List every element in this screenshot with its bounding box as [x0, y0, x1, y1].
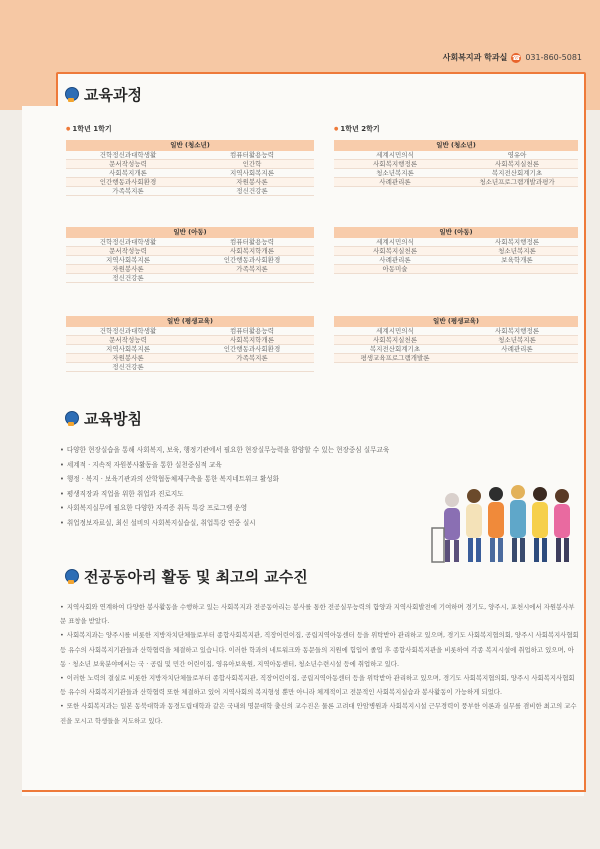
table-row	[334, 354, 578, 363]
table-cell: 문서작성능력	[109, 247, 147, 255]
dept-phone: 031-860-5081	[525, 53, 582, 62]
table-cell: 인간행동과사회환경	[223, 256, 281, 264]
list-item: • 또한 사회복지과는 일본 동북대학과 동경도립대학과 같은 국내외 명문대학 출신의 교수진은 물론 고려대 안암병원과 사회복지시설 근무경력이 풍부한 이론과 실무를 겸비한 최고의 교수진을 모시고 학생들을 지도하고 있다.	[60, 702, 577, 725]
table-row	[334, 256, 578, 265]
table-cell: 사회복지실천론	[373, 247, 417, 255]
table-cell: 사회복지실천론	[373, 336, 417, 344]
table-cell: 지역사회복지론	[230, 169, 274, 177]
table-row	[66, 238, 314, 247]
volunteers-illustration	[430, 478, 580, 578]
table-cell: 정신건강론	[112, 274, 144, 282]
table-row	[334, 178, 578, 187]
person-volunteer-3	[532, 487, 548, 562]
table-row	[66, 274, 314, 283]
table-cell: 가족복지론	[236, 265, 268, 273]
bottom-rule	[22, 790, 586, 792]
table-row	[334, 169, 578, 178]
table-cell: 영유아	[507, 151, 527, 159]
table-row	[66, 178, 314, 187]
table-cell: 복지전산회계기초	[491, 169, 543, 177]
table-cell: 사회복지개론	[109, 169, 147, 177]
phone-icon: ☎	[511, 53, 521, 62]
table-cell: 인간학	[242, 160, 262, 168]
table-cell: 사회복지실천론	[495, 160, 539, 168]
table-cell: 지역사회복지론	[106, 256, 150, 264]
paragraph-text: 이러한 노력의 결실로 비롯한 지방자치단체들로부터 종합사회복지관, 직장어린이집, 공립지역아동센터 등을 위탁받아 관리하고 있으며, 경기도 사회복지협의회, 양주시 사회복지사협회 등 유수의 사회복지기관들과 산학협력 또한 체결하고 있어 지역사회의 복지형성 뿐만 아니라 체계적이고 전문적인 사회복지실습과 봉사활동이 가능하게 되었다.	[60, 674, 575, 697]
table-cell: 세계시민의식	[376, 327, 414, 335]
paragraph-text: 또한 사회복지과는 일본 동북대학과 동경도립대학과 같은 국내외 명문대학 출신의 교수진은 물론 고려대 안암병원과 사회복지시설 근무경력이 풍부한 이론과 실무를 겸비한 최고의 교수진을 모시고 학생들을 지도하고 있다.	[60, 702, 577, 725]
person-volunteer-4	[554, 489, 570, 562]
club-paragraphs	[60, 600, 580, 728]
table-s1-youth	[66, 140, 314, 196]
person-volunteer-1	[488, 487, 504, 562]
table-title: 일반 (청소년)	[334, 140, 578, 151]
table-cell: 청소년복지론	[498, 336, 536, 344]
list-item: • 행정 · 복지 · 보육기관과의 산학협동체제구축을 통한 복지네트워크 활성화	[60, 472, 389, 487]
dept-contact	[443, 52, 582, 63]
list-item: • 취업정보자료실, 최신 설비의 사회복지실습실, 취업특강 연중 실시	[60, 516, 389, 531]
table-cell: 사회복지행정론	[495, 238, 539, 246]
table-cell: 가족복지론	[236, 354, 268, 362]
table-title: 일반 (평생교육)	[334, 316, 578, 327]
policy-heading	[64, 408, 142, 429]
table-cell: 사례관리론	[501, 345, 533, 353]
table-cell: 사회복지행정론	[495, 327, 539, 335]
table-cell: 사례관리론	[379, 178, 411, 186]
club-heading	[64, 566, 308, 587]
table-row	[66, 151, 314, 160]
table-cell: 지역사회복지론	[106, 345, 150, 353]
table-cell: 사회복지행정론	[373, 160, 417, 168]
club-title: 전공동아리 활동 및 최고의 교수진	[84, 568, 308, 586]
table-cell: 컴퓨터활용능력	[230, 327, 274, 335]
semester-1-label: ● 1학년 1학기	[66, 124, 112, 134]
table-cell: 가족복지론	[112, 187, 144, 195]
table-row	[66, 363, 314, 372]
curriculum-title: 교육과정	[84, 86, 142, 104]
table-row	[66, 265, 314, 274]
table-cell: 컴퓨터활용능력	[230, 151, 274, 159]
table-title: 일반 (청소년)	[66, 140, 314, 151]
list-item: • 다양한 현장실습을 통해 사회복지, 보육, 행정기관에서 필요한 현장실무능력을 함양할 수 있는 현장중심 실무교육	[60, 443, 389, 458]
list-item: • 지역사회와 연계하여 다양한 봉사활동을 수행하고 있는 사회복지과 전공동아리는 봉사를 통한 전공실무능력의 함양과 지역사회발전에 기여하며 경기도, 양주시, 포천시에서 자원봉사부문 표창을 받았다.	[60, 603, 575, 626]
table-row	[66, 354, 314, 363]
table-cell	[456, 265, 578, 273]
table-cell: 청소년복지론	[498, 247, 536, 255]
table-cell: 정신건강론	[236, 187, 268, 195]
table-cell: 문서작성능력	[109, 336, 147, 344]
table-cell: 세계시민의식	[376, 238, 414, 246]
table-cell: 청소년복지론	[376, 169, 414, 177]
table-row	[334, 327, 578, 336]
table-cell: 아동미술	[382, 265, 408, 273]
paragraph-text: 지역사회와 연계하여 다양한 봉사활동을 수행하고 있는 사회복지과 전공동아리는 봉사를 통한 전공실무능력의 함양과 지역사회발전에 기여하며 경기도, 양주시, 포천시에서 자원봉사부문 표창을 받았다.	[60, 603, 575, 626]
table-row	[66, 327, 314, 336]
lightbulb-icon	[64, 87, 78, 103]
table-cell: 문서작성능력	[109, 160, 147, 168]
table-s1-lifelong	[66, 316, 314, 372]
table-row	[66, 160, 314, 169]
table-s2-child	[334, 227, 578, 274]
table-cell: 컴퓨터활용능력	[230, 238, 274, 246]
table-cell: 사회복지학개론	[230, 247, 274, 255]
paragraph-text: 사회복지과는 양주시를 비롯한 지방자치단체들로부터 종합사회복지관, 직장어린이집, 공립지역아동센터 등을 위탁받아 관리하고 있으며, 경기도 사회복지협의회, 양주시 사회복지사협회 등 유수의 사회복지기관들과 산학협력을 체결하고 있습니다. 이러한 학과의 네트워크와 동문들의 지원에 힘입어 졸업 후 종합사회복지관을 비롯하여 각종 복지시설에 취업하고 있으며, 아동 · 청소년 보육분야에서는 국 · 공립 및 민간 어린이집, 영유아보육원, 지역아동센터, 청소년수련시설 등에 취업하고 있다.	[60, 631, 579, 668]
table-cell: 보육학개론	[501, 256, 533, 264]
table-title: 일반 (평생교육)	[66, 316, 314, 327]
table-row	[334, 151, 578, 160]
table-s1-child	[66, 227, 314, 283]
list-item: • 세계적 · 지속적 자원봉사활동을 통한 실천중심적 교육	[60, 458, 389, 473]
table-cell: 자원봉사론	[112, 265, 144, 273]
table-cell: 세계시민의식	[376, 151, 414, 159]
person-helper	[466, 489, 482, 562]
list-item: • 사회복지과는 양주시를 비롯한 지방자치단체들로부터 종합사회복지관, 직장어린이집, 공립지역아동센터 등을 위탁받아 관리하고 있으며, 경기도 사회복지협의회, 양주시 사회복지사협회 등 유수의 사회복지기관들과 산학협력을 체결하고 있습니다. 이러한 학과의 네트워크와 동문들의 지원에 힘입어 졸업 후 종합사회복지관을 비롯하여 각종 복지시설에 취업하고 있으며, 아동 · 청소년 보육분야에서는 국 · 공립 및 민간 어린이집, 영유아보육원, 지역아동센터, 청소년수련시설 등에 취업하고 있다.	[60, 631, 579, 668]
table-s2-lifelong	[334, 316, 578, 363]
table-row	[66, 345, 314, 354]
table-cell: 복지전산회계기초	[369, 345, 421, 353]
table-title: 일반 (아동)	[334, 227, 578, 238]
table-cell: 자원봉사론	[112, 354, 144, 362]
table-cell	[190, 274, 314, 282]
table-s2-youth	[334, 140, 578, 187]
table-cell: 정신건강론	[112, 363, 144, 371]
table-cell: 사회복지학개론	[230, 336, 274, 344]
table-cell	[456, 354, 578, 362]
table-row	[334, 345, 578, 354]
table-cell	[190, 363, 314, 371]
person-elderly	[432, 493, 460, 562]
curriculum-heading	[64, 84, 142, 105]
table-cell: 자원봉사론	[236, 178, 268, 186]
table-cell: 사례관리론	[379, 256, 411, 264]
table-cell: 건학정신과대학생활	[99, 151, 157, 159]
table-row	[334, 160, 578, 169]
table-title: 일반 (아동)	[66, 227, 314, 238]
table-row	[66, 336, 314, 345]
semester-2-label: ● 1학년 2학기	[334, 124, 380, 134]
table-cell: 청소년프로그램개발과평가	[479, 178, 555, 186]
list-item: • 사회복지실무에 필요한 다양한 자격증 취득 특강 프로그램 운영	[60, 501, 389, 516]
table-row	[334, 336, 578, 345]
table-cell: 평생교육프로그램개발론	[360, 354, 430, 362]
table-cell: 인간행동과사회환경	[99, 178, 157, 186]
table-row	[334, 265, 578, 274]
table-cell: 건학정신과대학생활	[99, 238, 157, 246]
table-row	[334, 238, 578, 247]
table-row	[66, 187, 314, 196]
lightbulb-icon	[64, 569, 78, 585]
table-row	[66, 247, 314, 256]
table-row	[334, 247, 578, 256]
table-cell: 건학정신과대학생활	[99, 327, 157, 335]
table-row	[66, 256, 314, 265]
table-cell: 인간행동과사회환경	[223, 345, 281, 353]
list-item: • 평생직장과 직업을 위한 취업과 진로지도	[60, 487, 389, 502]
table-row	[66, 169, 314, 178]
list-item: • 이러한 노력의 결실로 비롯한 지방자치단체들로부터 종합사회복지관, 직장어린이집, 공립지역아동센터 등을 위탁받아 관리하고 있으며, 경기도 사회복지협의회, 양주시 사회복지사협회 등 유수의 사회복지기관들과 산학협력 또한 체결하고 있어 지역사회의 복지형성 뿐만 아니라 체계적이고 전문적인 사회복지실습과 봉사활동이 가능하게 되었다.	[60, 674, 575, 697]
person-volunteer-2	[510, 485, 526, 562]
policy-title: 교육방침	[84, 410, 142, 428]
dept-name: 사회복지과 학과실	[442, 53, 508, 62]
lightbulb-icon	[64, 411, 78, 427]
policy-list	[60, 443, 389, 530]
